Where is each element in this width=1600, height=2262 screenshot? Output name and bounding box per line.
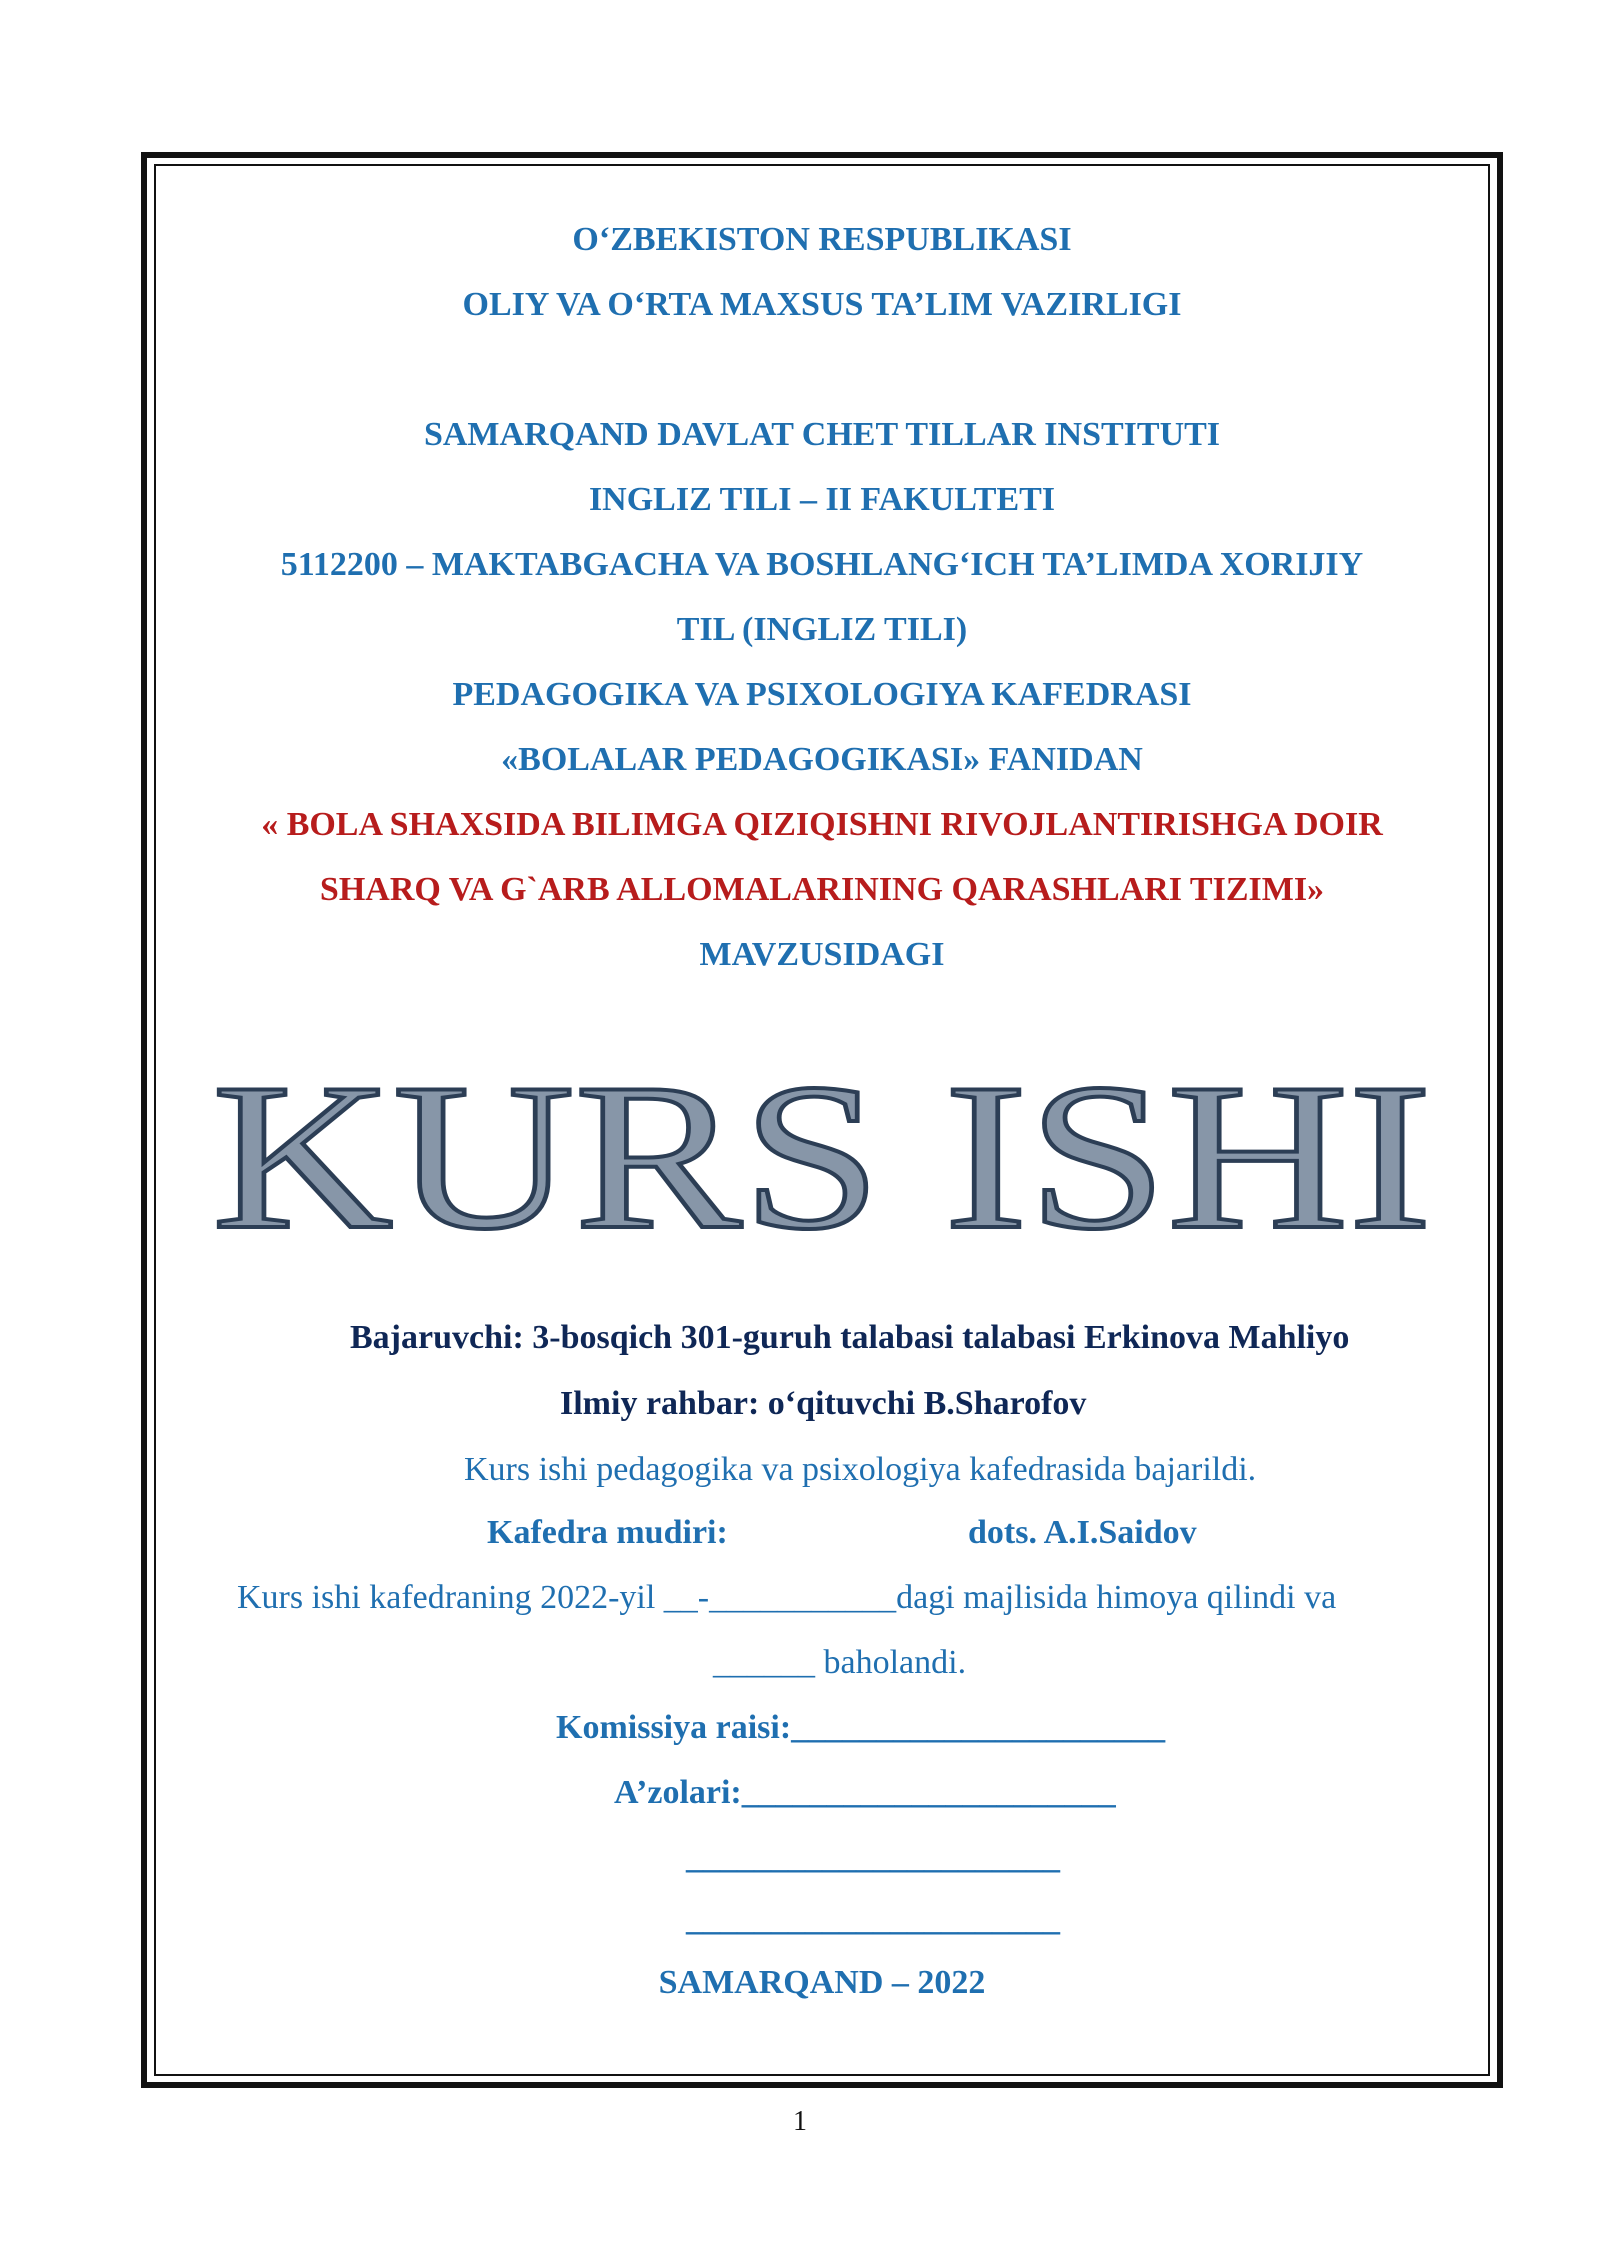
supervisor-line: Ilmiy rahbar: o‘qituvchi B.Sharofov <box>560 1385 1087 1422</box>
specialty-line-1: 5112200 – MAKTABGACHA VA BOSHLANG‘ICH TA’LIMDA XORIJIY <box>280 546 1364 583</box>
performer-line: Bajaruvchi: 3-bosqich 301-guruh talabasi talabasi Erkinova Mahliyo <box>350 1319 1350 1356</box>
member-blank-line-1: ______________________ <box>686 1839 1060 1876</box>
course-work-title <box>154 1035 1490 1255</box>
head-label: Kafedra mudiri: <box>487 1514 728 1551</box>
commission-chair-line: Komissiya raisi:______________________ <box>556 1709 1166 1746</box>
defense-line-2: ______ baholandi. <box>713 1644 967 1681</box>
course-work-title-text: KURS ISHI <box>212 1041 1432 1255</box>
department-heading: PEDAGOGIKA VA PSIXOLOGIYA KAFEDRASI <box>452 676 1192 713</box>
topic-suffix: MAVZUSIDAGI <box>699 936 945 973</box>
topic-line-2: SHARQ VA G`ARB ALLOMALARINING QARASHLARI TIZIMI» <box>319 871 1325 908</box>
city-year: SAMARQAND – 2022 <box>658 1964 986 2001</box>
ministry-heading: OLIY VA O‘RTA MAXSUS TA’LIM VAZIRLIGI <box>462 286 1182 323</box>
defense-line-1: Kurs ishi kafedraning 2022-yil __-___________dagi majlisida himoya qilindi va <box>237 1579 1337 1616</box>
member-blank-line-2: ______________________ <box>686 1901 1060 1938</box>
head-name: dots. A.I.Saidov <box>968 1514 1197 1551</box>
specialty-line-2: TIL (INGLIZ TILI) <box>676 611 968 648</box>
members-line: A’zolari:______________________ <box>614 1774 1116 1811</box>
institute-heading: SAMARQAND DAVLAT CHET TILLAR INSTITUTI <box>423 416 1221 453</box>
page-number: 1 <box>793 2106 807 2137</box>
completed-note: Kurs ishi pedagogika va psixologiya kafedrasida bajarildi. <box>464 1451 1257 1488</box>
faculty-heading: INGLIZ TILI – II FAKULTETI <box>588 481 1056 518</box>
subject-heading: «BOLALAR PEDAGOGIKASI» FANIDAN <box>501 741 1143 778</box>
country-heading: O‘ZBEKISTON RESPUBLIKASI <box>572 221 1072 258</box>
topic-line-1: « BOLA SHAXSIDA BILIMGA QIZIQISHNI RIVOJLANTIRISHGA DOIR <box>261 806 1383 843</box>
